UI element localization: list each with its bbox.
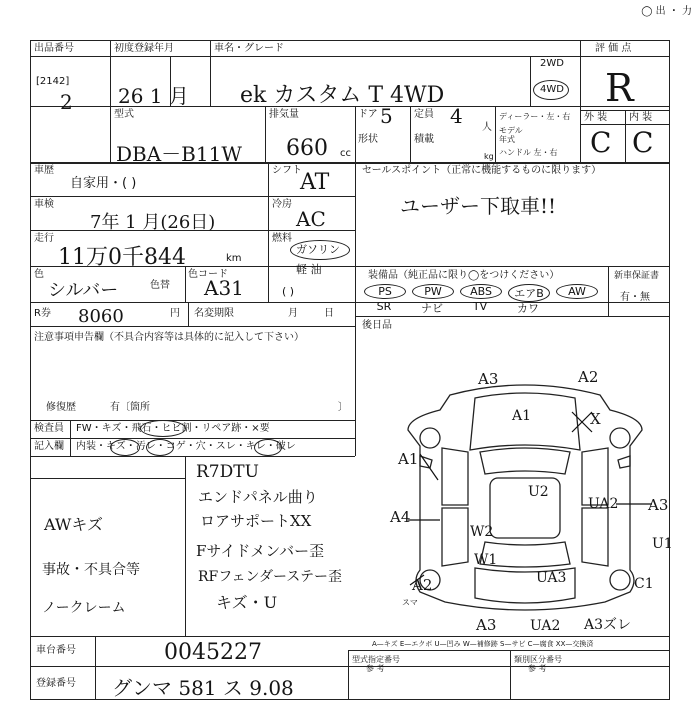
first-reg-label: 初度登録年月 xyxy=(114,43,174,54)
equipment-row-2 xyxy=(364,300,604,314)
type-label: 型式 xyxy=(114,109,134,120)
seats-unit: 人 xyxy=(482,122,492,133)
damage-mark-a2-rear: A2 xyxy=(412,576,433,594)
color-value: シルバー xyxy=(48,280,119,301)
chassis-label: 車台番号 xyxy=(36,645,76,656)
color-no-label: 色替 xyxy=(150,280,170,291)
recycle-value: 8060 xyxy=(78,306,124,327)
first-reg-value: 26 1 月 xyxy=(118,84,189,108)
note-line-4: Fサイドメンバー歪 xyxy=(196,542,325,560)
dealer-label: ディーラー・左・右 xyxy=(499,112,571,121)
seats-value: 4 xyxy=(450,104,463,128)
equipment-item: ナビ xyxy=(421,302,443,315)
mileage-label: 走行 xyxy=(34,233,54,244)
model-value: ek カスタム T 4WD xyxy=(240,83,445,108)
load-unit: kg xyxy=(484,152,494,161)
damage-mark-c1: C1 xyxy=(634,576,654,592)
model-year-label: モデル年式 xyxy=(499,126,523,144)
note-line-1: R7DTU xyxy=(196,462,259,482)
left-note-aw: AWキズ xyxy=(44,515,104,534)
color-code-value: A31 xyxy=(204,276,244,300)
inspection-row-1: FW・キズ・飛石・ヒビ割・リペア跡・×要 xyxy=(76,423,270,434)
equipment-row-1 xyxy=(364,284,604,298)
damage-mark-a2-front: A2 xyxy=(578,368,599,386)
mileage-unit: km xyxy=(226,253,242,264)
load-label: 積載 xyxy=(414,134,434,145)
doors-label: ドア xyxy=(358,109,378,120)
lot-number-label: 出品番号 xyxy=(34,43,74,54)
type-value: DBA－B11W xyxy=(116,142,242,166)
ref2-label: 類別区分番号 xyxy=(514,655,562,664)
ref1-label: 型式指定番号 xyxy=(352,655,400,664)
repair-label: 修復歴 xyxy=(46,402,76,413)
wear-circle xyxy=(254,439,282,456)
note-line-2: エンドパネル曲り xyxy=(198,488,318,506)
shift-label: シフト xyxy=(272,165,302,176)
score-value: R xyxy=(605,66,634,110)
lot-number: 2 xyxy=(60,90,73,114)
displacement-label: 排気量 xyxy=(269,109,299,120)
color-label: 色 xyxy=(34,269,44,280)
inspector-label: 検査員 xyxy=(34,423,64,434)
seats-label: 定員 xyxy=(414,109,434,120)
ref1-sub: 参 考 xyxy=(366,664,385,673)
four-wd-circle xyxy=(533,80,569,100)
chassis-value: 0045227 xyxy=(164,640,262,665)
damage-mark-ua3: UA3 xyxy=(536,570,567,586)
displacement-unit: cc xyxy=(340,148,351,159)
doors-value: 5 xyxy=(380,104,393,128)
interior-value: C xyxy=(632,126,654,159)
equipment-item: カワ xyxy=(517,302,539,315)
left-note-accident: 事故・不具合等 xyxy=(42,562,140,578)
damage-mark-a3-rear: A3 xyxy=(476,616,497,634)
recycle-label: R券 xyxy=(34,308,51,319)
shift-value: AT xyxy=(300,170,330,195)
damage-mark-a3-right: A3 xyxy=(648,496,669,514)
damage-mark-a3-scuff: A3ズレ xyxy=(584,617,632,633)
day-unit: 日 xyxy=(324,308,334,319)
fuel-label: 燃料 xyxy=(272,233,292,244)
damage-mark-w1: W1 xyxy=(474,552,498,568)
fuel-gasoline: ガソリン xyxy=(296,243,340,256)
damage-mark-a4: A4 xyxy=(390,508,411,526)
registration-value: グンマ 581 ス 9.08 xyxy=(112,676,294,700)
shape-label: 形状 xyxy=(358,134,378,145)
damage-mark-a3-front: A3 xyxy=(478,370,499,388)
equipment-item: PS xyxy=(364,284,406,299)
mileage-value: 11万0千844 xyxy=(58,245,186,270)
ac-label: 冷房 xyxy=(272,199,292,210)
left-note-noclaim: ノークレーム xyxy=(42,600,126,616)
note-line-5: RFフェンダーステー歪 xyxy=(198,569,343,585)
damage-mark-a1-left: A1 xyxy=(398,450,419,468)
lot-code: [2142] xyxy=(36,76,70,87)
front-mark: スマ xyxy=(402,598,418,607)
damage-mark-u1: U1 xyxy=(652,536,673,552)
ac-value: AC xyxy=(296,207,326,231)
color-code-label: 色コード xyxy=(188,269,228,280)
sales-point-text: ユーザー下取車!! xyxy=(400,194,557,218)
damage-mark-ua2-right: UA2 xyxy=(588,496,619,512)
stain-circle xyxy=(146,439,174,456)
score-label: 評 価 点 xyxy=(595,43,632,54)
damage-mark-u2: U2 xyxy=(528,484,549,500)
inspection-row-2: 内装・キズ・汚レ・コゲ・穴・スレ・キレ・破レ xyxy=(76,441,296,452)
exterior-value: C xyxy=(590,126,612,159)
damage-mark-w2: W2 xyxy=(470,524,494,540)
stone-chip-circle xyxy=(140,420,186,437)
inspection-label: 車検 xyxy=(34,199,54,210)
fuel-gasoline-circle xyxy=(290,240,350,260)
displacement-value: 660 xyxy=(286,136,328,161)
note-line-6: キズ・U xyxy=(216,593,278,612)
handle-label: ハンドル 左・右 xyxy=(499,148,558,157)
equipment-item: PW xyxy=(412,284,454,299)
equipment-item: SR xyxy=(376,300,392,313)
equipment-item: ABS xyxy=(460,284,502,299)
note-line-3: ロアサポートXX xyxy=(200,512,312,530)
entry-label: 記入欄 xyxy=(34,441,64,452)
repair-close: 〕 xyxy=(338,402,348,413)
inspection-value: 7年 1 月(26日) xyxy=(90,212,216,233)
ref2-sub: 参 考 xyxy=(528,664,547,673)
scratch-circle xyxy=(110,439,140,456)
fuel-other: ( ) xyxy=(282,285,295,298)
name-change-label: 名変期限 xyxy=(194,308,234,319)
sales-point-label: セールスポイント（正常に機能するものに限ります） xyxy=(362,165,602,176)
damage-mark-x: X xyxy=(590,410,601,428)
history-label: 車歴 xyxy=(34,165,54,176)
equipment-item: TV xyxy=(472,300,488,313)
repair-value: 有〔箇所 xyxy=(110,402,150,413)
new-car-label: 新車保証書 xyxy=(614,271,660,281)
model-label: 車名・グレード xyxy=(214,43,284,54)
two-wd-label: 2WD xyxy=(540,58,564,69)
registration-label: 登録番号 xyxy=(36,678,76,689)
new-car-value: 有・無 xyxy=(620,292,650,303)
month-unit: 月 xyxy=(288,308,298,319)
fuel-diesel: 軽 油 xyxy=(296,263,322,276)
equipment-item: エアB xyxy=(508,284,550,302)
history-value: 自家用・( ) xyxy=(70,176,137,191)
exterior-label: 外 装 xyxy=(584,112,608,123)
equipment-label: 装備品（純正品に限り◯をつけください） xyxy=(368,270,560,281)
rear-seat-label: 後日品 xyxy=(362,320,392,331)
equipment-item: AW xyxy=(556,284,598,299)
recycle-unit: 円 xyxy=(170,308,180,319)
top-right-mark: ◯ 出 ・ 力 xyxy=(641,6,692,17)
diagram-legend: A—キズ E—エクボ U—凹み W—補修跡 S—サビ C—腐食 XX—交換済 xyxy=(372,640,594,648)
damage-mark-ua2-rear: UA2 xyxy=(530,618,561,634)
damage-mark-a1-hood: A1 xyxy=(512,408,532,424)
four-wd-label: 4WD xyxy=(540,84,564,95)
notes-header: 注意事項申告欄（不具合内容等は具体的に記入して下さい） xyxy=(34,332,304,343)
interior-label: 内 装 xyxy=(629,112,653,123)
